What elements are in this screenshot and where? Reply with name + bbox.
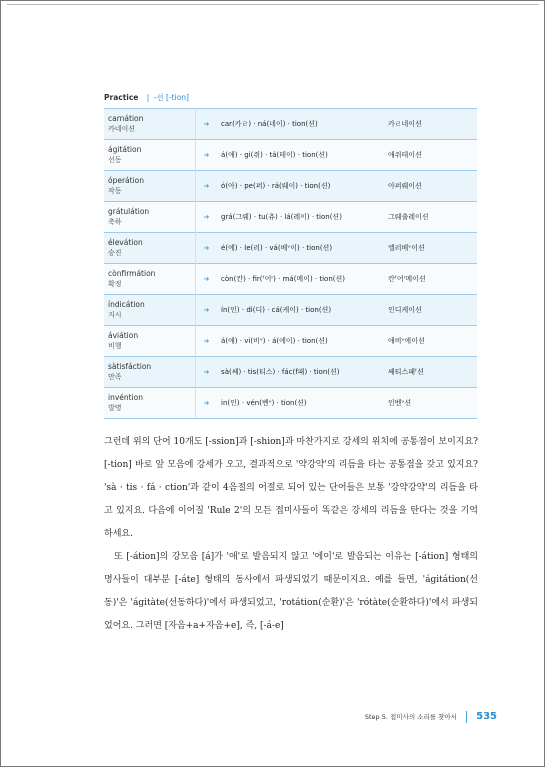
body-text: [104, 431, 478, 638]
korean-reading: 애쥐테이션: [384, 140, 477, 171]
word-cell: [104, 140, 195, 171]
english-word: invéntion: [108, 393, 144, 402]
footer-chapter-title: Step 5. 접미사의 소리를 찾아서: [364, 713, 457, 721]
arrow-icon: ➜: [195, 109, 217, 140]
page-footer: [365, 706, 497, 725]
english-word: ágitátion: [108, 145, 142, 154]
arrow-icon: ➜: [195, 202, 217, 233]
korean-meaning: 승진: [108, 249, 122, 257]
table-row: [104, 109, 477, 140]
korean-meaning: 카네이션: [108, 125, 136, 133]
korean-reading: 엘러베ᵛ이션: [384, 233, 477, 264]
practice-separator: |: [146, 93, 150, 102]
korean-reading: 아퍼뤠이션: [384, 171, 477, 202]
word-cell: [104, 202, 195, 233]
syllable-breakdown: ó(아) · pe(퍼) · rá(뤠이) · tion(션): [217, 171, 384, 202]
table-row: [104, 326, 477, 357]
word-cell: [104, 233, 195, 264]
table-row: [104, 140, 477, 171]
korean-meaning: 축하: [108, 218, 122, 226]
korean-meaning: 만족: [108, 373, 122, 381]
word-cell: [104, 357, 195, 388]
word-cell: [104, 388, 195, 419]
korean-meaning: 작동: [108, 187, 122, 195]
table-row: [104, 295, 477, 326]
syllable-breakdown: é(에) · le(러) · vá(베ᵛ이) · tion(션): [217, 233, 384, 264]
arrow-icon: ➜: [195, 388, 217, 419]
korean-reading: 인디케이션: [384, 295, 477, 326]
english-word: grátulátion: [108, 207, 150, 216]
practice-suffix: -션 [-tion]: [153, 93, 189, 102]
korean-meaning: 비행: [108, 342, 122, 350]
table-row: [104, 264, 477, 295]
korean-meaning: 선동: [108, 156, 122, 164]
korean-reading: 쌔티스패ᶠ션: [384, 357, 477, 388]
korean-reading: 그뤠츌레이션: [384, 202, 477, 233]
korean-meaning: 발명: [108, 404, 122, 412]
arrow-icon: ➜: [195, 171, 217, 202]
arrow-icon: ➜: [195, 295, 217, 326]
syllable-breakdown: sà(쌔) · tis(티스) · fác(f패) · tion(션): [217, 357, 384, 388]
english-word: sàtisfáction: [108, 362, 152, 371]
table-row: [104, 388, 477, 419]
word-cell: [104, 326, 195, 357]
korean-reading: 인벤ᵛ션: [384, 388, 477, 419]
syllable-breakdown: car(카ㄹ) · ná(네이) · tion(션): [217, 109, 384, 140]
table-row: [104, 202, 477, 233]
footer-divider: [466, 711, 467, 723]
word-cell: [104, 264, 195, 295]
page-number: 535: [476, 711, 497, 722]
paragraph-2: 또 [-átion]의 강모음 [á]가 '애'로 발음되지 않고 '에이'로 발음되는 이유는 [-átion] 형태의 명사들이 대부분 [-áte] 형태의 동사에서 파생되었기 때문이지요. 예를 들면, 'ágitátion(선동)'은 'ágitàte(선동하다)'에서 파생되었고, 'rotátion(순환)'은 'rótàte(순환하다)'에서 파생되었어요. 그러면 [자음+a+자음+e], 즉, [-á-e]: [104, 552, 478, 631]
table-row: [104, 233, 477, 264]
practice-heading: [104, 92, 189, 103]
word-cell: [104, 171, 195, 202]
syllable-breakdown: còn(칸) · fir(ᶠ어ʳ) · má(메이) · tion(션): [217, 264, 384, 295]
english-word: carnátion: [108, 114, 144, 123]
english-word: cònfirmátion: [108, 269, 156, 278]
word-cell: [104, 109, 195, 140]
arrow-icon: ➜: [195, 326, 217, 357]
korean-meaning: 확정: [108, 280, 122, 288]
practice-label: Practice: [104, 93, 139, 102]
vocab-table: [104, 108, 477, 419]
syllable-breakdown: in(인) · vén(벤ᵛ) · tion(션): [217, 388, 384, 419]
arrow-icon: ➜: [195, 357, 217, 388]
paragraph-1: 그런데 위의 단어 10개도 [-ssion]과 [-shion]과 마찬가지로 강세의 위치에 공통점이 보이지요? [-tion] 바로 앞 모음에 강세가 오고, 결과적으로 '약강약'의 리듬을 타는 공통점을 갖고 있지요? 'sà · tis · fá · ction'과 같이 4음절의 어절로 되어 있는 단어들은 보통 '강약강약'의 리듬을 타고 있지요. 다음에 이어질 'Rule 2'의 모든 접미사들이 똑같은 강세의 리듬을 탄다는 것을 기억하세요.: [104, 437, 478, 539]
english-word: élevátion: [108, 238, 143, 247]
korean-reading: 칸ᶠ어ʳ메이션: [384, 264, 477, 295]
table-row: [104, 357, 477, 388]
arrow-icon: ➜: [195, 264, 217, 295]
english-word: áviátion: [108, 331, 139, 340]
korean-reading: 애비ᵛ에이션: [384, 326, 477, 357]
syllable-breakdown: á(애) · gi(쥐) · tá(테이) · tion(션): [217, 140, 384, 171]
syllable-breakdown: á(애) · vi(비ᵛ) · á(에이) · tion(션): [217, 326, 384, 357]
word-cell: [104, 295, 195, 326]
english-word: óperátion: [108, 176, 145, 185]
korean-meaning: 지시: [108, 311, 122, 319]
arrow-icon: ➜: [195, 140, 217, 171]
english-word: índicátion: [108, 300, 145, 309]
table-row: [104, 171, 477, 202]
arrow-icon: ➜: [195, 233, 217, 264]
korean-reading: 카ㄹ네이션: [384, 109, 477, 140]
top-rule: [7, 4, 539, 5]
syllable-breakdown: grá(그뤠) · tu(츄) · lá(레이) · tion(션): [217, 202, 384, 233]
syllable-breakdown: ín(인) · di(디) · cá(케이) · tion(션): [217, 295, 384, 326]
